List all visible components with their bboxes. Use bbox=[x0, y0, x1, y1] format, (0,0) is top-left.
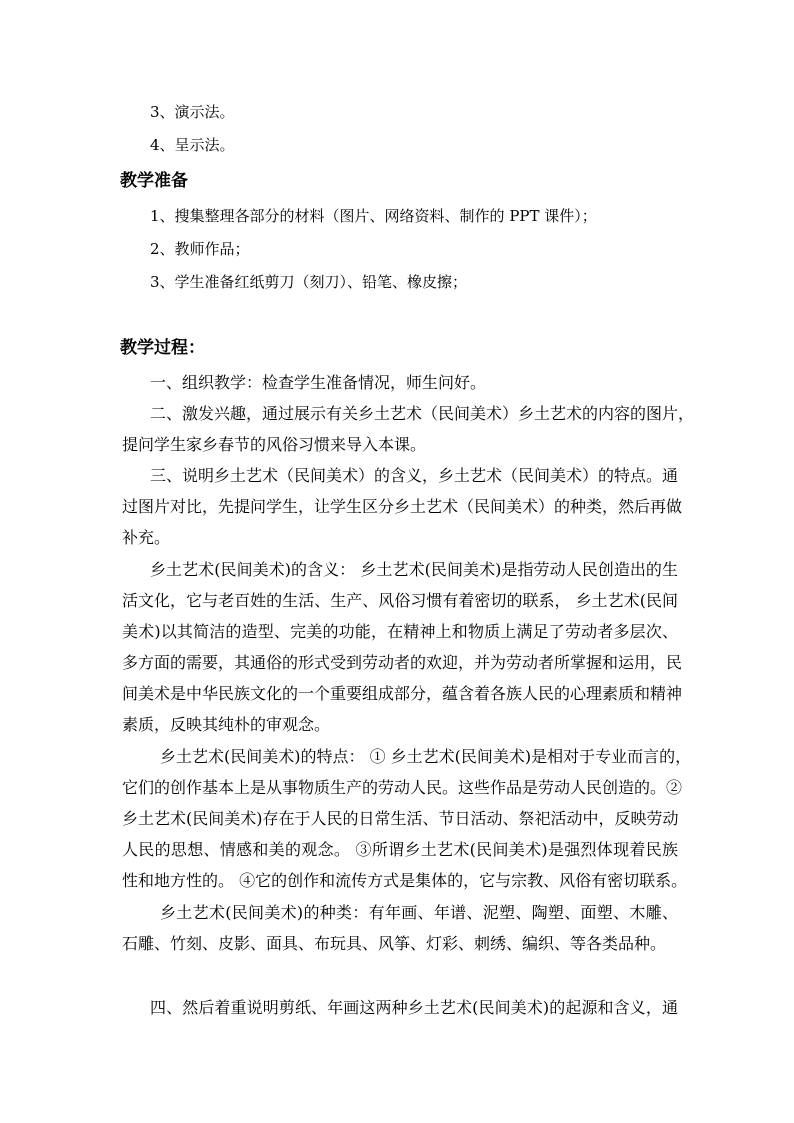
method-item-4: 4、呈示法。 bbox=[150, 136, 235, 154]
process-step-4-line-1: 四、然后着重说明剪纸、年画这两种乡土艺术(民间美术)的起源和含义，通 bbox=[150, 998, 678, 1017]
features-line-1: 乡土艺术(民间美术)的特点： ① 乡土艺术(民间美术)是相对于专业而言的， bbox=[160, 747, 692, 766]
prep-item-1: 1、搜集整理各部分的材料（图片、网络资料、制作的 PPT 课件）； bbox=[150, 207, 597, 225]
process-step-2-line-2: 提问学生家乡春节的风俗习惯来导入本课。 bbox=[122, 435, 427, 454]
prep-item-2: 2、教师作品； bbox=[150, 240, 250, 258]
prep-item-3: 3、学生准备红纸剪刀（刻刀）、铅笔、橡皮擦； bbox=[150, 273, 468, 291]
meaning-line-3: 美术)以其简洁的造型、完美的功能，在精神上和物质上满足了劳动者多层次、 bbox=[122, 622, 678, 641]
section-heading-process: 教学过程： bbox=[120, 338, 205, 358]
process-step-3-line-2: 过图片对比，先提问学生，让学生区分乡土艺术（民间美术）的种类，然后再做 bbox=[122, 497, 683, 516]
features-line-2: 它们的创作基本上是从事物质生产的劳动人民。这些作品是劳动人民创造的。② bbox=[122, 778, 683, 797]
process-step-3-line-3: 补充。 bbox=[122, 528, 171, 547]
features-line-3: 乡土艺术(民间美术)存在于人民的日常生活、节日活动、祭祀活动中，反映劳动 bbox=[122, 809, 679, 828]
meaning-line-6: 素质，反映其纯朴的审观念。 bbox=[122, 715, 331, 734]
process-step-2-line-1: 二、激发兴趣，通过展示有关乡土艺术（民间美术）乡土艺术的内容的图片， bbox=[150, 404, 695, 423]
types-line-2: 石雕、竹刻、皮影、面具、布玩具、风筝、灯彩、刺绣、编织、等各类品种。 bbox=[122, 934, 667, 953]
process-step-3-line-1: 三、说明乡土艺术（民间美术）的含义，乡土艺术（民间美术）的特点。通 bbox=[150, 466, 679, 485]
section-heading-preparation: 教学准备 bbox=[120, 171, 188, 191]
meaning-line-5: 间美术是中华民族文化的一个重要组成部分，蕴含着各族人民的心理素质和精神 bbox=[122, 684, 683, 703]
process-step-1: 一、组织教学：检查学生准备情况，师生问好。 bbox=[150, 373, 487, 392]
method-item-3: 3、演示法。 bbox=[150, 103, 235, 121]
features-line-5: 性和地方性的。 ④它的创作和流传方式是集体的，它与宗教、风俗有密切联系。 bbox=[122, 871, 688, 890]
features-line-4: 人民的思想、情感和美的观念。 ③所谓乡土艺术(民间美术)是强烈体现着民族 bbox=[122, 840, 678, 859]
meaning-line-2: 活文化，它与老百姓的生活、生产、风俗习惯有着密切的联系， 乡土艺术(民间 bbox=[122, 591, 678, 610]
meaning-line-1: 乡土艺术(民间美术)的含义： 乡土艺术(民间美术)是指劳动人民创造出的生 bbox=[150, 560, 678, 579]
meaning-line-4: 多方面的需要，其通俗的形式受到劳动者的欢迎，并为劳动者所掌握和运用，民 bbox=[122, 653, 683, 672]
types-line-1: 乡土艺术(民间美术)的种类：有年画、年谱、泥塑、陶塑、面塑、木雕、 bbox=[160, 903, 678, 922]
